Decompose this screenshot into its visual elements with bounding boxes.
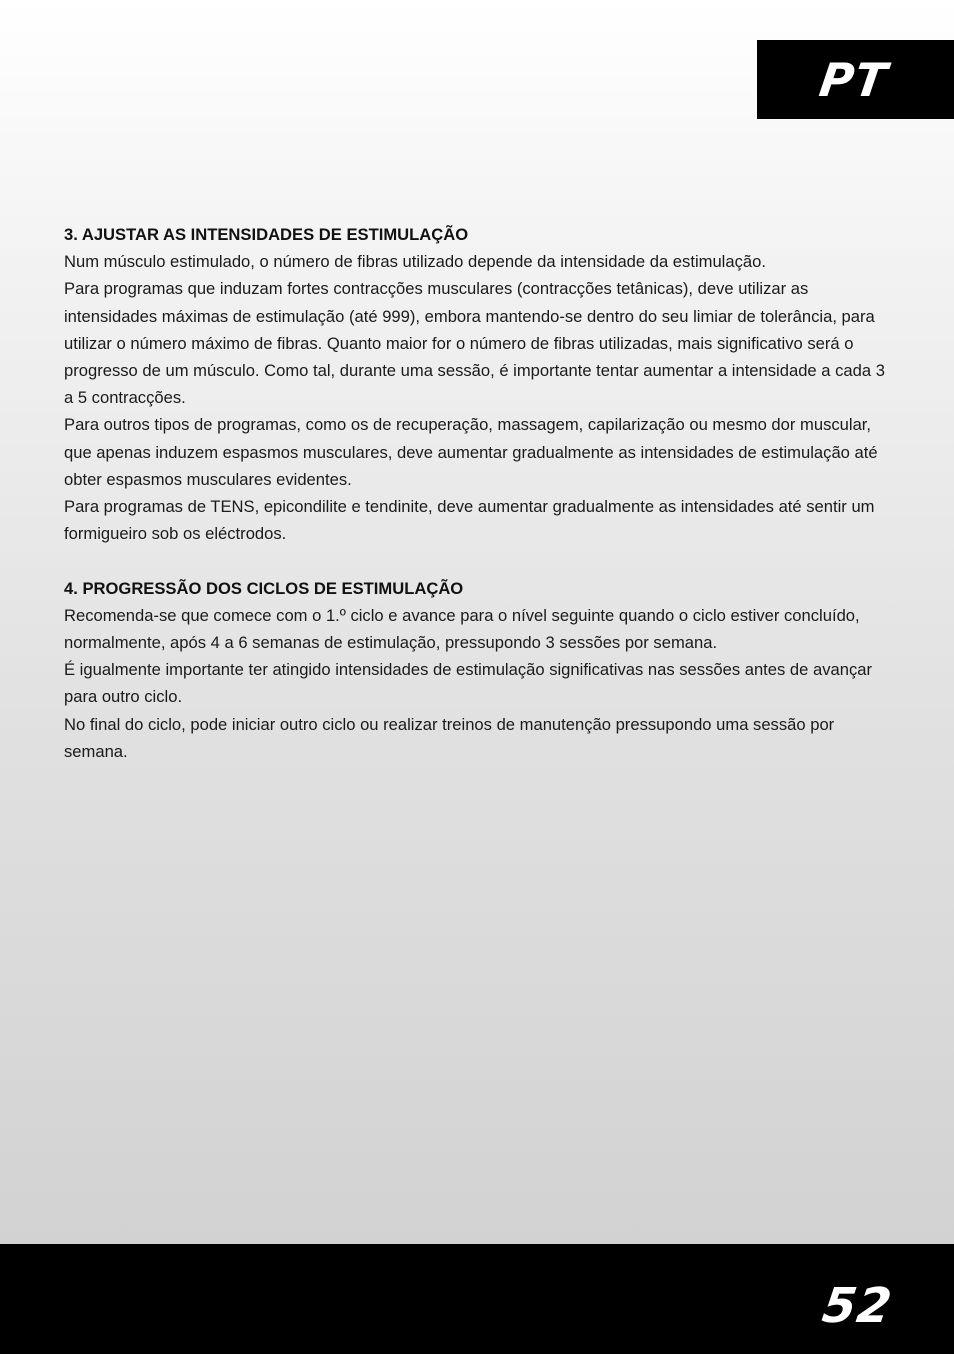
footer-bar [0, 1244, 954, 1354]
document-body [64, 221, 894, 765]
section-cycle-progression [64, 575, 894, 765]
paragraph: Para programas de TENS, epicondilite e tendinite, deve aumentar gradualmente as intensidades até sentir um formigueiro sob os eléctrodos. [64, 497, 875, 544]
page-number: 52 [819, 1278, 896, 1334]
paragraph: Recomenda-se que comece com o 1.º ciclo e avance para o nível seguinte quando o ciclo estiver concluído, normalmente, após 4 a 6 semanas de estimulação, pressupondo 3 sessões por semana. [64, 605, 860, 653]
paragraph: Num músculo estimulado, o número de fibras utilizado depende da intensidade da estimulação. [64, 252, 766, 272]
language-tab [757, 40, 954, 119]
paragraph: No final do ciclo, pode iniciar outro ciclo ou realizar treinos de manutenção pressupondo uma sessão por semana. [64, 714, 835, 761]
language-label: PT [816, 52, 891, 107]
section-adjust-intensities [64, 221, 894, 547]
paragraph: Para programas que induzam fortes contracções musculares (contracções tetânicas), deve utilizar as intensidades máximas de estimulação (até 999), embora mantendo-se dentro do seu limiar de tolerância, para utilizar o número máximo de fibras. Quanto maior for o número de fibras utilizadas, mais significativo será o progresso de um músculo. Como tal, durante uma sessão, é importante tentar aumentar a intensidade a cada 3 a 5 contracções. [64, 279, 885, 408]
paragraph: Para outros tipos de programas, como os de recuperação, massagem, capilarização ou mesmo dor muscular, que apenas induzem espasmos musculares, deve aumentar gradualmente as intensidades de estimulação até obter espasmos musculares evidentes. [64, 415, 878, 489]
section-heading: 3. AJUSTAR AS INTENSIDADES DE ESTIMULAÇÃO [64, 225, 469, 244]
paragraph: É igualmente importante ter atingido intensidades de estimulação significativas nas sessões antes de avançar para outro ciclo. [64, 660, 873, 707]
section-heading: 4. PROGRESSÃO DOS CICLOS DE ESTIMULAÇÃO [64, 578, 464, 598]
